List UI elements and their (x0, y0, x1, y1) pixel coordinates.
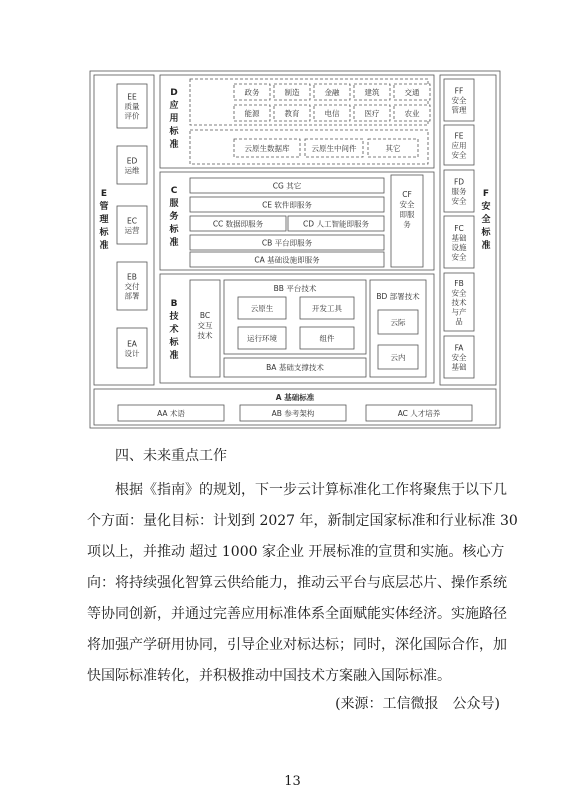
da-item-2-label: 其它 (385, 144, 401, 153)
e-item-1-label: ED 运维 (124, 156, 140, 175)
bb-item-0-label: 云原生 (250, 304, 274, 313)
f-item-3-label: FC 基础设施安全 (451, 223, 467, 262)
bb-item-2-label: 运行环境 (247, 334, 277, 343)
db-row1-4-label: 交通 (404, 88, 420, 97)
paragraph-line-5: 将加强产学研用协同，引导企业对标达标；同时，深化国际合作，加 (87, 637, 507, 653)
cb-label: CB 平台即服务 (261, 238, 313, 248)
source-note: (来源：工信微报 公众号) (335, 696, 500, 712)
bd-item-1-label: 云内 (390, 353, 406, 362)
bd-title: BD 部署技术 (376, 292, 420, 301)
ce-label: CE 软件即服务 (262, 200, 312, 210)
column-e-label: E 管理标准 (99, 189, 109, 251)
db-row1-0-label: 政务 (244, 88, 260, 97)
db-row2-0-label: 能源 (244, 109, 260, 118)
f-item-2-label: FD 服务安全 (451, 177, 467, 206)
e-item-4-label: EA 设计 (124, 339, 140, 358)
e-item-3-label: EB 交付部署 (124, 272, 140, 301)
db-row2-3-label: 医疗 (364, 109, 380, 118)
column-f-label: F 安全标准 (481, 189, 491, 251)
paragraph-line-0: 根据《指南》的规划，下一步云计算标准化工作将聚焦于以下几 (115, 482, 507, 498)
f-item-5-label: FA 安全基础 (451, 343, 467, 372)
bb-item-1-label: 开发工具 (312, 304, 342, 313)
db-row2-2-label: 电信 (324, 109, 340, 118)
db-row1-2-label: 金融 (324, 88, 340, 97)
cc-label: CC 数据即服务 (212, 219, 264, 229)
paragraph-line-6: 快国际标准转化，并积极推动中国技术方案融入国际标准。 (87, 668, 451, 684)
paragraph-line-4: 等协同创新，并通过完善应用标准体系全面赋能实体经济。实施路径 (87, 606, 507, 622)
db-row1-3-label: 建筑 (364, 88, 380, 97)
db-row1-1-label: 制造 (284, 88, 300, 97)
bd-item-0-label: 云际 (390, 318, 406, 327)
a-item-0-label: AA 术语 (157, 409, 185, 418)
section-a-title: A 基础标准 (275, 393, 315, 402)
cg-label: CG 其它 (272, 181, 302, 191)
bc-label: BC 交互技术 (197, 311, 213, 340)
paragraph-line-2: 项以上，并推动 超过 1000 家企业 开展标准的宣贯和实施。核心方 (87, 544, 505, 560)
f-item-0-label: FF 安全管理 (451, 86, 467, 115)
a-item-1-label: AB 参考架构 (271, 409, 315, 418)
section-d-label: D 应用标准 (169, 88, 179, 150)
cf-label: CF 安全即服务 (399, 190, 415, 229)
db-row2-4-label: 农业 (404, 109, 420, 118)
page-number: 13 (284, 774, 301, 789)
paragraph-line-3: 向：将持续强化智算云供给能力，推动云平台与底层芯片、操作系统 (87, 575, 507, 591)
bb-item-3-label: 组件 (319, 334, 335, 343)
ba-label: BA 基础支撑技术 (266, 363, 324, 372)
bb-title: BB 平台技术 (273, 284, 317, 293)
section-c-label: C 服务标准 (169, 186, 179, 248)
e-item-0-label: EE 质量评价 (124, 92, 140, 121)
paragraph-line-1: 个方面：量化目标：计划到 2027 年，新制定国家标准和行业标准 30 (87, 513, 518, 529)
section-heading: 四、未来重点工作 (115, 448, 227, 464)
ca-label: CA 基础设施即服务 (254, 255, 320, 265)
f-item-4-label: FB 安全技术与产品 (451, 279, 467, 326)
da-item-0-label: 云原生数据库 (244, 144, 290, 153)
f-item-1-label: FE 应用安全 (451, 131, 467, 160)
section-b-label: B 技术标准 (169, 299, 179, 361)
a-item-2-label: AC 人才培养 (397, 409, 441, 418)
db-row2-1-label: 教育 (284, 109, 300, 118)
cd-label: CD 人工智能即服务 (303, 219, 369, 229)
da-item-1-label: 云原生中间件 (311, 144, 357, 153)
e-item-2-label: EC 运营 (124, 216, 140, 235)
